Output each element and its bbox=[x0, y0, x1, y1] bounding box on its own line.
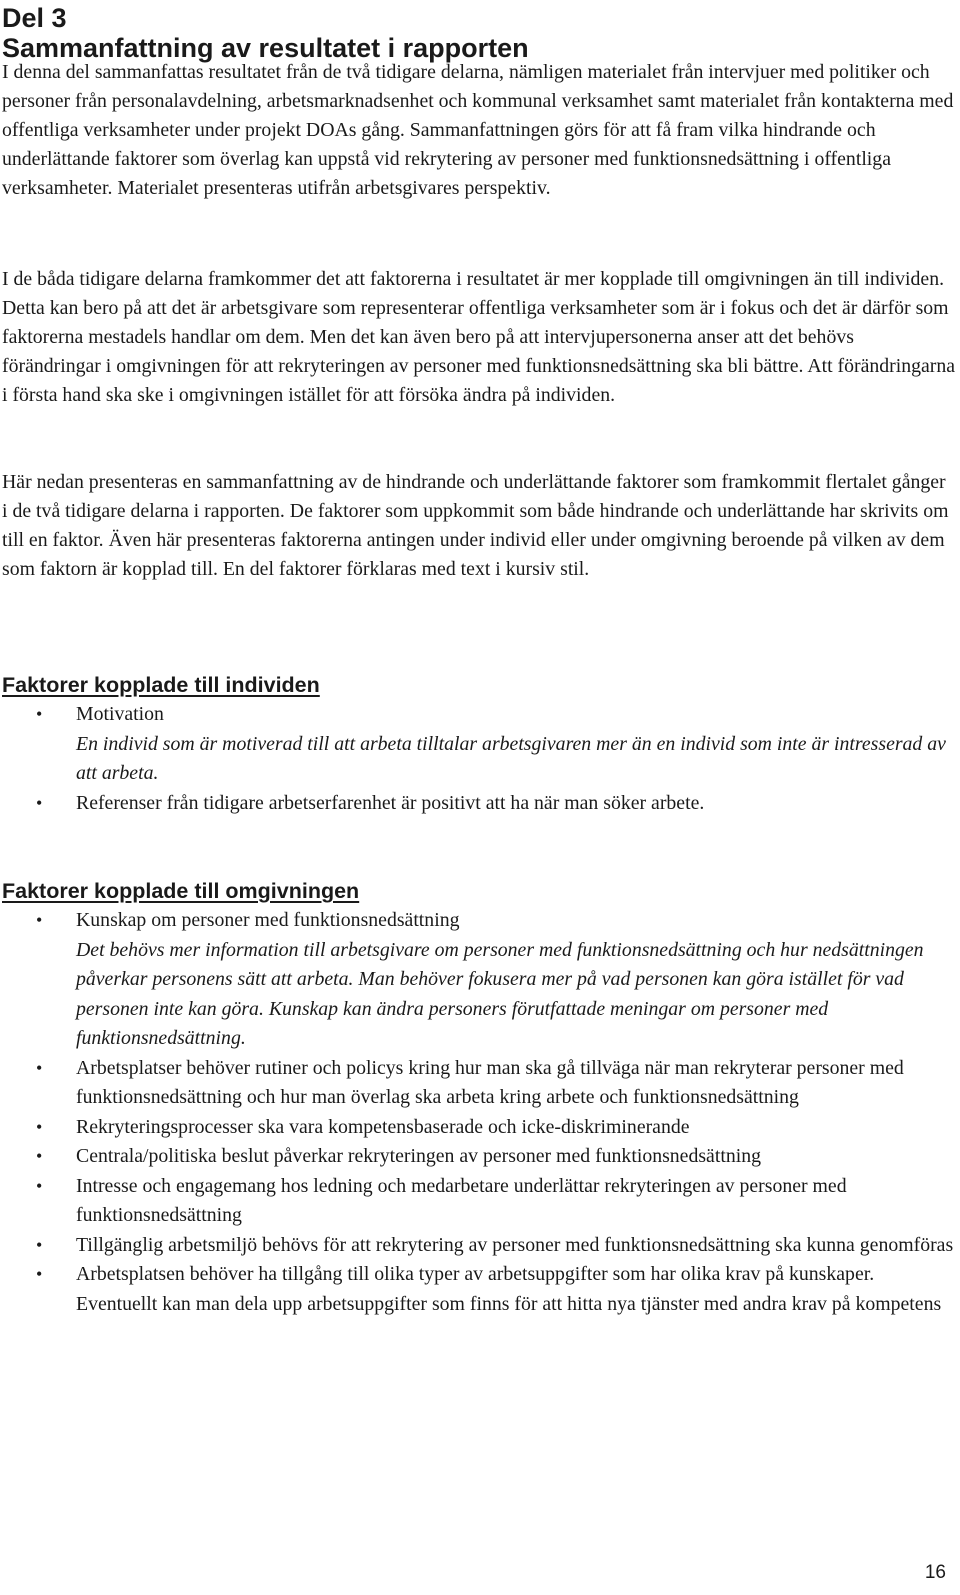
factor-explanation: Det behövs mer information till arbetsgivare om personer med funktionsnedsättning och hur nedsättningen påverkar personens sätt att arbeta. Man behöver fokusera mer på vad personen kan göra istället för vad personen inte kan göra. Kunskap kan ändra personers förutfattade meningar om personer med funktionsnedsättning. bbox=[76, 938, 924, 1049]
section-heading-environment: Faktorer kopplade till omgivningen bbox=[2, 879, 360, 903]
list-item bbox=[0, 1260, 956, 1319]
summary-intro-paragraph: Här nedan presenteras en sammanfattning av de hindrande och underlättande faktorer som framkommit flertalet gånger i de två tidigare delarna i rapporten. De faktorer som uppkommit som både hindrande och underlättande har skrivits om till en faktor. Även här presenteras faktorerna antingen under individ eller under omgivning beroende på vilken av dem som faktorn är kopplad till. En del faktorer förklaras med text i kursiv stil. bbox=[2, 471, 949, 580]
factor-text: Rekryteringsprocesser ska vara kompetensbaserade och icke-diskriminerande bbox=[76, 1115, 690, 1138]
factor-text: Arbetsplatser behöver rutiner och policys kring hur man ska gå tillväga när man rekryterar personer med funktionsnedsättning och hur man överlag ska arbeta kring arbete och funktionsnedsättning bbox=[76, 1056, 904, 1108]
environment-factors-list bbox=[0, 906, 956, 1319]
factor-text: Referenser från tidigare arbetserfarenhet är positivt att ha när man söker arbete. bbox=[76, 791, 705, 814]
bullet-icon: • bbox=[36, 704, 43, 724]
list-item bbox=[0, 700, 956, 789]
section-heading-individual: Faktorer kopplade till individen bbox=[2, 673, 320, 697]
factor-text: Kunskap om personer med funktionsnedsättning bbox=[76, 909, 460, 931]
list-item bbox=[0, 1172, 956, 1231]
page-title: Sammanfattning av resultatet i rapporten bbox=[2, 33, 529, 63]
bullet-icon: • bbox=[36, 1116, 43, 1137]
list-item bbox=[0, 906, 956, 1054]
list-item bbox=[0, 1142, 956, 1172]
list-item bbox=[0, 1231, 956, 1261]
factor-text: Tillgänglig arbetsmiljö behövs för att rekrytering av personer med funktionsnedsättning ska kunna genomföras bbox=[76, 1233, 954, 1256]
factor-text: Centrala/politiska beslut påverkar rekryteringen av personer med funktionsnedsättning bbox=[76, 1145, 761, 1167]
factor-text: Arbetsplatsen behöver ha tillgång till olika typer av arbetsuppgifter som har olika krav på kunskaper. Eventuellt kan man dela upp arbetsuppgifter som finns för att hitta nya tjänster med andra krav på kompetens bbox=[76, 1263, 942, 1315]
bullet-icon: • bbox=[36, 1146, 43, 1166]
factor-text: Motivation bbox=[76, 703, 164, 725]
page-number: 16 bbox=[924, 1562, 946, 1583]
intro-paragraph: I denna del sammanfattas resultatet från de två tidigare delarna, nämligen materialet från intervjuer med politiker och personer från personalavdelning, arbetsmarknadsenhet och kommunal verksamhet samt materialet från kontakterna med offentliga verksamheter under projekt DOAs gång. Sammanfattningen görs för att få fram vilka hindrande och underlättande faktorer som överlag kan uppstå vid rekrytering av personer med funktionsnedsättning i offentliga verksamheter. Materialet presenteras utifrån arbetsgivares perspektiv. bbox=[2, 61, 954, 199]
bullet-icon: • bbox=[36, 1175, 43, 1196]
list-item bbox=[0, 789, 956, 819]
bullet-icon: • bbox=[36, 1234, 43, 1255]
part-label: Del 3 bbox=[2, 3, 67, 33]
individual-factors-list bbox=[0, 700, 956, 818]
bullet-icon: • bbox=[36, 792, 43, 813]
list-item bbox=[0, 1054, 956, 1113]
factor-text: Intresse och engagemang hos ledning och medarbetare underlättar rekryteringen av personer med funktionsnedsättning bbox=[76, 1174, 847, 1226]
factor-explanation: En individ som är motiverad till att arbeta tilltalar arbetsgivaren mer än en individ som inte är intresserad av att arbeta. bbox=[76, 732, 946, 784]
list-item bbox=[0, 1113, 956, 1143]
bullet-icon: • bbox=[36, 1057, 43, 1078]
bullet-icon: • bbox=[36, 1264, 43, 1284]
bullet-icon: • bbox=[36, 910, 43, 930]
findings-paragraph: I de båda tidigare delarna framkommer det att faktorerna i resultatet är mer kopplade till omgivningen än till individen. Detta kan bero på att det är arbetsgivare som representerar offentliga verksamheter som är i fokus och det är därför som faktorerna mestadels handlar om dem. Men det kan även bero på att intervjupersonerna anser att det behövs förändringar i omgivningen för att rekryteringen av personer med funktionsnedsättning ska bli bättre. Att förändringarna i första hand ska ske i omgivningen istället för att försöka ändra på individen. bbox=[2, 268, 956, 406]
